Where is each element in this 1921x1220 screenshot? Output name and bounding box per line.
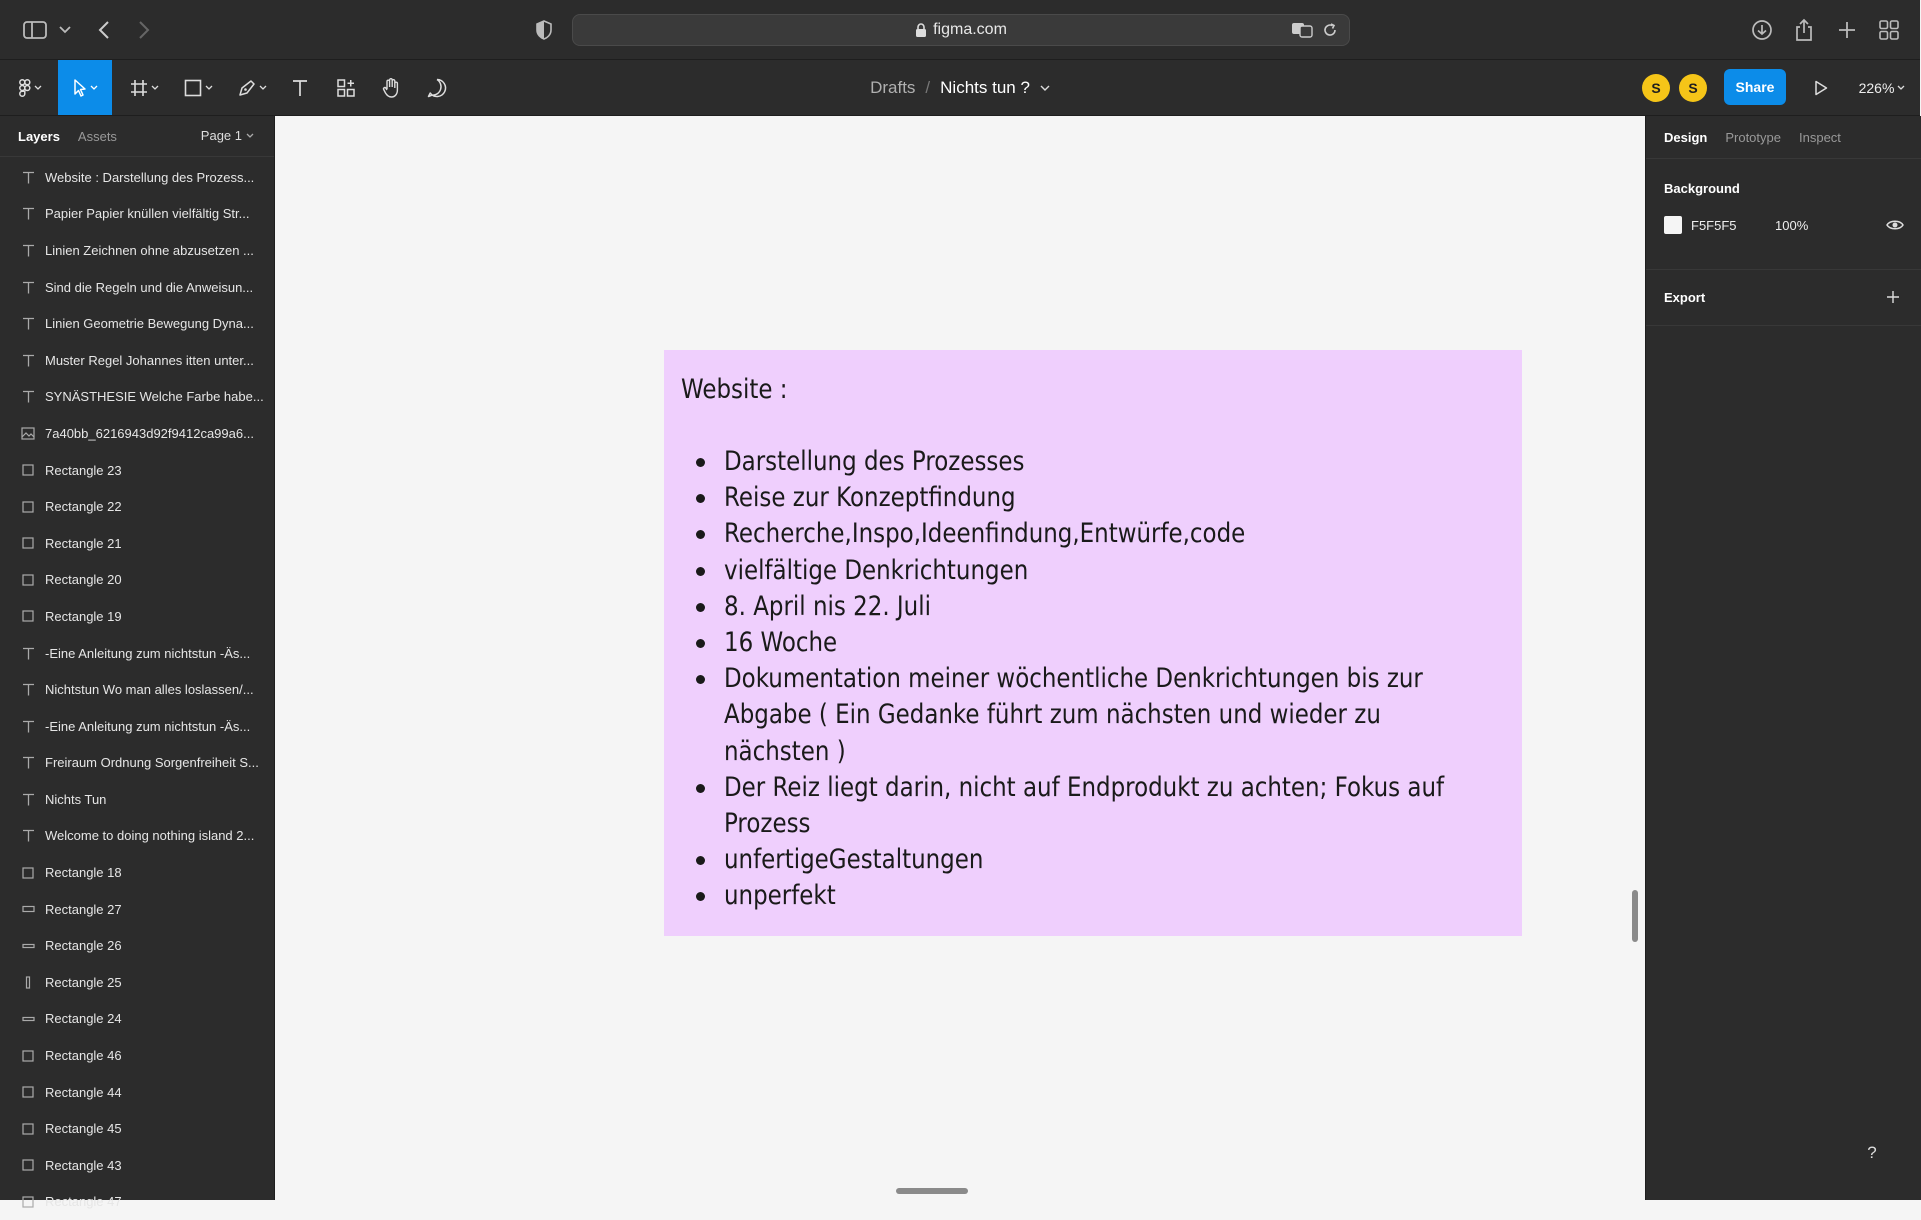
text-layer-icon: [18, 793, 38, 806]
layer-name: -Eine Anleitung zum nichtstun -Äs...: [45, 645, 251, 661]
rectangle-icon: [18, 1123, 38, 1135]
text-layer-icon: [18, 390, 38, 403]
canvas[interactable]: [275, 116, 1644, 1200]
layer-name: Website : Darstellung des Prozess...: [45, 169, 255, 185]
rectangle-icon: [18, 1086, 38, 1098]
shape-tool-button[interactable]: [178, 60, 218, 115]
reload-icon[interactable]: [1323, 23, 1337, 37]
rectangle-icon: [18, 1050, 38, 1062]
chevron-down-icon: [34, 85, 42, 90]
present-button[interactable]: [1806, 60, 1836, 115]
layer-name: Nichtstun Wo man alles loslassen/...: [45, 682, 254, 698]
frame-title: Website :: [681, 374, 788, 405]
layer-row[interactable]: [0, 488, 274, 525]
privacy-shield-icon[interactable]: [530, 16, 558, 44]
zoom-level: 226%: [1858, 79, 1895, 96]
hand-icon: [382, 78, 400, 98]
layer-name: Sind die Regeln und die Anweisun...: [45, 279, 254, 295]
list-item: Recherche,Inspo,Ideenfindung,Entwürfe,code: [689, 516, 1509, 552]
breadcrumb-separator: /: [925, 77, 931, 97]
layer-row[interactable]: [0, 452, 274, 489]
layer-name: Rectangle 18: [45, 865, 122, 881]
background-section: [1646, 159, 1921, 270]
layer-row[interactable]: [0, 1037, 274, 1074]
tab-overview-icon[interactable]: [1875, 16, 1903, 44]
layer-name: SYNÄSTHESIE Welche Farbe habe...: [45, 389, 264, 405]
layer-name: Rectangle 24: [45, 1011, 122, 1027]
figma-logo-icon: [19, 79, 31, 97]
text-layer-icon: [18, 207, 38, 220]
layer-row[interactable]: [0, 781, 274, 818]
chevron-down-icon: [246, 133, 254, 138]
tab-prototype[interactable]: Prototype: [1725, 129, 1781, 145]
page-selector[interactable]: [201, 128, 254, 143]
list-item: Darstellung des Prozesses: [689, 444, 1509, 480]
translate-icon[interactable]: [1291, 22, 1313, 38]
layer-name: Rectangle 22: [45, 499, 122, 515]
chevron-down-icon[interactable]: [51, 16, 79, 44]
list-item: 16 Woche: [689, 625, 1509, 661]
layer-name: Rectangle 27: [45, 901, 122, 917]
components-icon: [337, 79, 355, 97]
layer-name: Freiraum Ordnung Sorgenfreiheit S...: [45, 755, 259, 771]
bullet-list: [689, 444, 1509, 915]
layer-row[interactable]: [0, 415, 274, 452]
list-item: Reise zur Konzeptfindung: [689, 480, 1509, 516]
help-button[interactable]: ?: [1854, 1135, 1890, 1171]
layer-row[interactable]: [0, 305, 274, 342]
horizontal-scrollbar[interactable]: [896, 1188, 968, 1194]
forward-icon[interactable]: [130, 16, 158, 44]
layer-name: Rectangle 21: [45, 535, 122, 551]
layer-name: Linien Zeichnen ohne abzusetzen ...: [45, 242, 254, 258]
tab-layers[interactable]: Layers: [18, 128, 60, 144]
layer-row[interactable]: [0, 854, 274, 891]
layer-row[interactable]: [0, 635, 274, 672]
layer-name: -Eine Anleitung zum nichtstun -Äs...: [45, 718, 251, 734]
cursor-arrow-icon: [73, 79, 87, 97]
chevron-down-icon: [151, 85, 159, 90]
layer-row[interactable]: [0, 708, 274, 745]
layer-name: Linien Geometrie Bewegung Dyna...: [45, 316, 254, 332]
browser-toolbar: [0, 0, 1920, 60]
play-icon: [1814, 80, 1828, 96]
text-layer-icon: [18, 171, 38, 184]
comment-tool-button[interactable]: [422, 60, 452, 115]
back-icon[interactable]: [90, 16, 118, 44]
pen-tool-button[interactable]: [232, 60, 272, 115]
text-layer-icon: [18, 354, 38, 367]
chevron-down-icon: [205, 85, 213, 90]
right-panel-tabs: [1646, 116, 1921, 159]
share-button[interactable]: Share: [1724, 69, 1786, 105]
layer-row[interactable]: [0, 232, 274, 269]
background-hex[interactable]: F5F5F5: [1691, 218, 1737, 233]
chevron-down-icon: [1897, 85, 1905, 90]
list-item: vielfältige Denkrichtungen: [689, 553, 1509, 589]
tab-assets[interactable]: Assets: [77, 128, 117, 144]
layer-row[interactable]: [0, 196, 274, 233]
layer-name: Rectangle 45: [45, 1121, 122, 1137]
page-name: Page 1: [200, 128, 242, 143]
address-bar[interactable]: [572, 14, 1350, 46]
layer-list: [0, 157, 274, 1220]
layer-row[interactable]: [0, 269, 274, 306]
resources-tool-button[interactable]: [331, 60, 361, 115]
layer-name: 7a40bb_6216943d92f9412ca99a6...: [45, 425, 254, 441]
website-text-frame[interactable]: [664, 350, 1522, 936]
text-layer-icon: [18, 829, 38, 842]
eye-icon[interactable]: [1886, 219, 1904, 231]
layer-name: Welcome to doing nothing island 2...: [45, 828, 255, 844]
layer-row[interactable]: [0, 342, 274, 379]
layer-name: Rectangle 23: [45, 462, 122, 478]
layer-name: Rectangle 43: [45, 1157, 122, 1173]
share-page-icon[interactable]: [1790, 16, 1818, 44]
text-layer-icon: [18, 683, 38, 696]
rectangle-icon: [18, 610, 38, 622]
layer-row[interactable]: [0, 745, 274, 782]
layer-name: Rectangle 47: [45, 1194, 122, 1210]
rectangle-icon: [18, 574, 38, 586]
layer-name: Rectangle 25: [45, 974, 122, 990]
list-item: Dokumentation meiner wöchentliche Denkrichtungen bis zur Abgabe ( Ein Gedanke führt zum nächsten und wieder zu nächsten ): [689, 661, 1509, 770]
left-panel-tabs: [0, 116, 274, 157]
layer-row[interactable]: [0, 1147, 274, 1184]
layer-row[interactable]: [0, 1110, 274, 1147]
text-layer-icon: [18, 281, 38, 294]
layers-panel: [0, 116, 275, 1210]
layer-row[interactable]: [0, 927, 274, 964]
avatar[interactable]: S: [1679, 74, 1707, 102]
layer-name: Muster Regel Johannes itten unter...: [45, 352, 254, 368]
plus-icon[interactable]: [1886, 290, 1900, 304]
rectangle-icon: [18, 537, 38, 549]
properties-panel: [1645, 116, 1921, 1200]
rectangle-icon: [18, 867, 38, 879]
chevron-down-icon[interactable]: [1040, 85, 1050, 91]
chevron-down-icon: [90, 85, 98, 90]
export-title: Export: [1664, 290, 1706, 305]
tab-inspect[interactable]: Inspect: [1799, 129, 1841, 145]
layer-name: Rectangle 26: [45, 938, 122, 954]
text-layer-icon: [18, 244, 38, 257]
rectangle-icon: [184, 79, 202, 97]
rectangle-icon: [18, 1159, 38, 1171]
rectangle-icon: [18, 943, 38, 949]
text-layer-icon: [18, 756, 38, 769]
zoom-menu[interactable]: [1852, 60, 1912, 115]
text-layer-icon: [18, 720, 38, 733]
rectangle-icon: [18, 976, 38, 989]
move-tool-button[interactable]: [58, 60, 112, 115]
background-title: Background: [1664, 181, 1740, 196]
file-name[interactable]: Nichts tun ?: [940, 77, 1030, 97]
vertical-scrollbar[interactable]: [1632, 890, 1638, 942]
list-item: unperfekt: [689, 878, 1509, 914]
hand-tool-button[interactable]: [376, 60, 406, 115]
breadcrumb-drafts[interactable]: Drafts: [870, 77, 916, 97]
chevron-down-icon: [259, 85, 267, 90]
sidebar-toggle-icon[interactable]: [21, 16, 49, 44]
download-icon[interactable]: [1748, 16, 1776, 44]
layer-row[interactable]: [0, 891, 274, 928]
list-item: 8. April nis 22. Juli: [689, 589, 1509, 625]
main-menu-button[interactable]: [10, 60, 50, 115]
text-layer-icon: [18, 647, 38, 660]
background-swatch[interactable]: [1664, 216, 1682, 234]
list-item: Der Reiz liegt darin, nicht auf Endprodukt zu achten; Fokus auf Prozess: [689, 770, 1509, 842]
export-section: [1646, 270, 1921, 326]
frame-hash-icon: [130, 79, 148, 97]
layer-name: Rectangle 46: [45, 1048, 122, 1064]
text-layer-icon: [18, 317, 38, 330]
layer-name: Rectangle 44: [45, 1084, 122, 1100]
layer-row[interactable]: [0, 379, 274, 416]
pen-icon: [238, 79, 256, 97]
rectangle-icon: [18, 1016, 38, 1022]
layer-name: Nichts Tun: [45, 791, 107, 807]
text-tool-button[interactable]: [286, 60, 314, 115]
url-text: figma.com: [933, 21, 1007, 38]
layer-row[interactable]: [0, 1074, 274, 1111]
layer-row[interactable]: [0, 964, 274, 1001]
comment-icon: [427, 78, 447, 98]
layer-row[interactable]: [0, 525, 274, 562]
new-tab-icon[interactable]: [1833, 16, 1861, 44]
image-layer-icon: [18, 427, 38, 440]
tab-design[interactable]: Design: [1664, 129, 1708, 145]
rectangle-icon: [18, 501, 38, 513]
rectangle-icon: [18, 464, 38, 476]
layer-row[interactable]: [0, 671, 274, 708]
frame-tool-button[interactable]: [124, 60, 164, 115]
layer-name: Papier Papier knüllen vielfältig Str...: [45, 206, 250, 222]
lock-icon: [915, 23, 927, 37]
figma-toolbar: [0, 60, 1920, 116]
background-opacity[interactable]: 100%: [1775, 218, 1809, 233]
rectangle-icon: [18, 905, 38, 913]
list-item: unfertigeGestaltungen: [689, 842, 1509, 878]
layer-row[interactable]: [0, 1001, 274, 1038]
text-icon: [292, 79, 308, 97]
layer-row[interactable]: [0, 818, 274, 855]
layer-row[interactable]: [0, 562, 274, 599]
avatar[interactable]: S: [1642, 74, 1670, 102]
layer-row[interactable]: [0, 598, 274, 635]
layer-name: Rectangle 19: [45, 608, 122, 624]
rectangle-icon: [18, 1196, 38, 1208]
layer-row[interactable]: [0, 1184, 274, 1220]
layer-name: Rectangle 20: [45, 572, 122, 588]
layer-row[interactable]: [0, 159, 274, 196]
